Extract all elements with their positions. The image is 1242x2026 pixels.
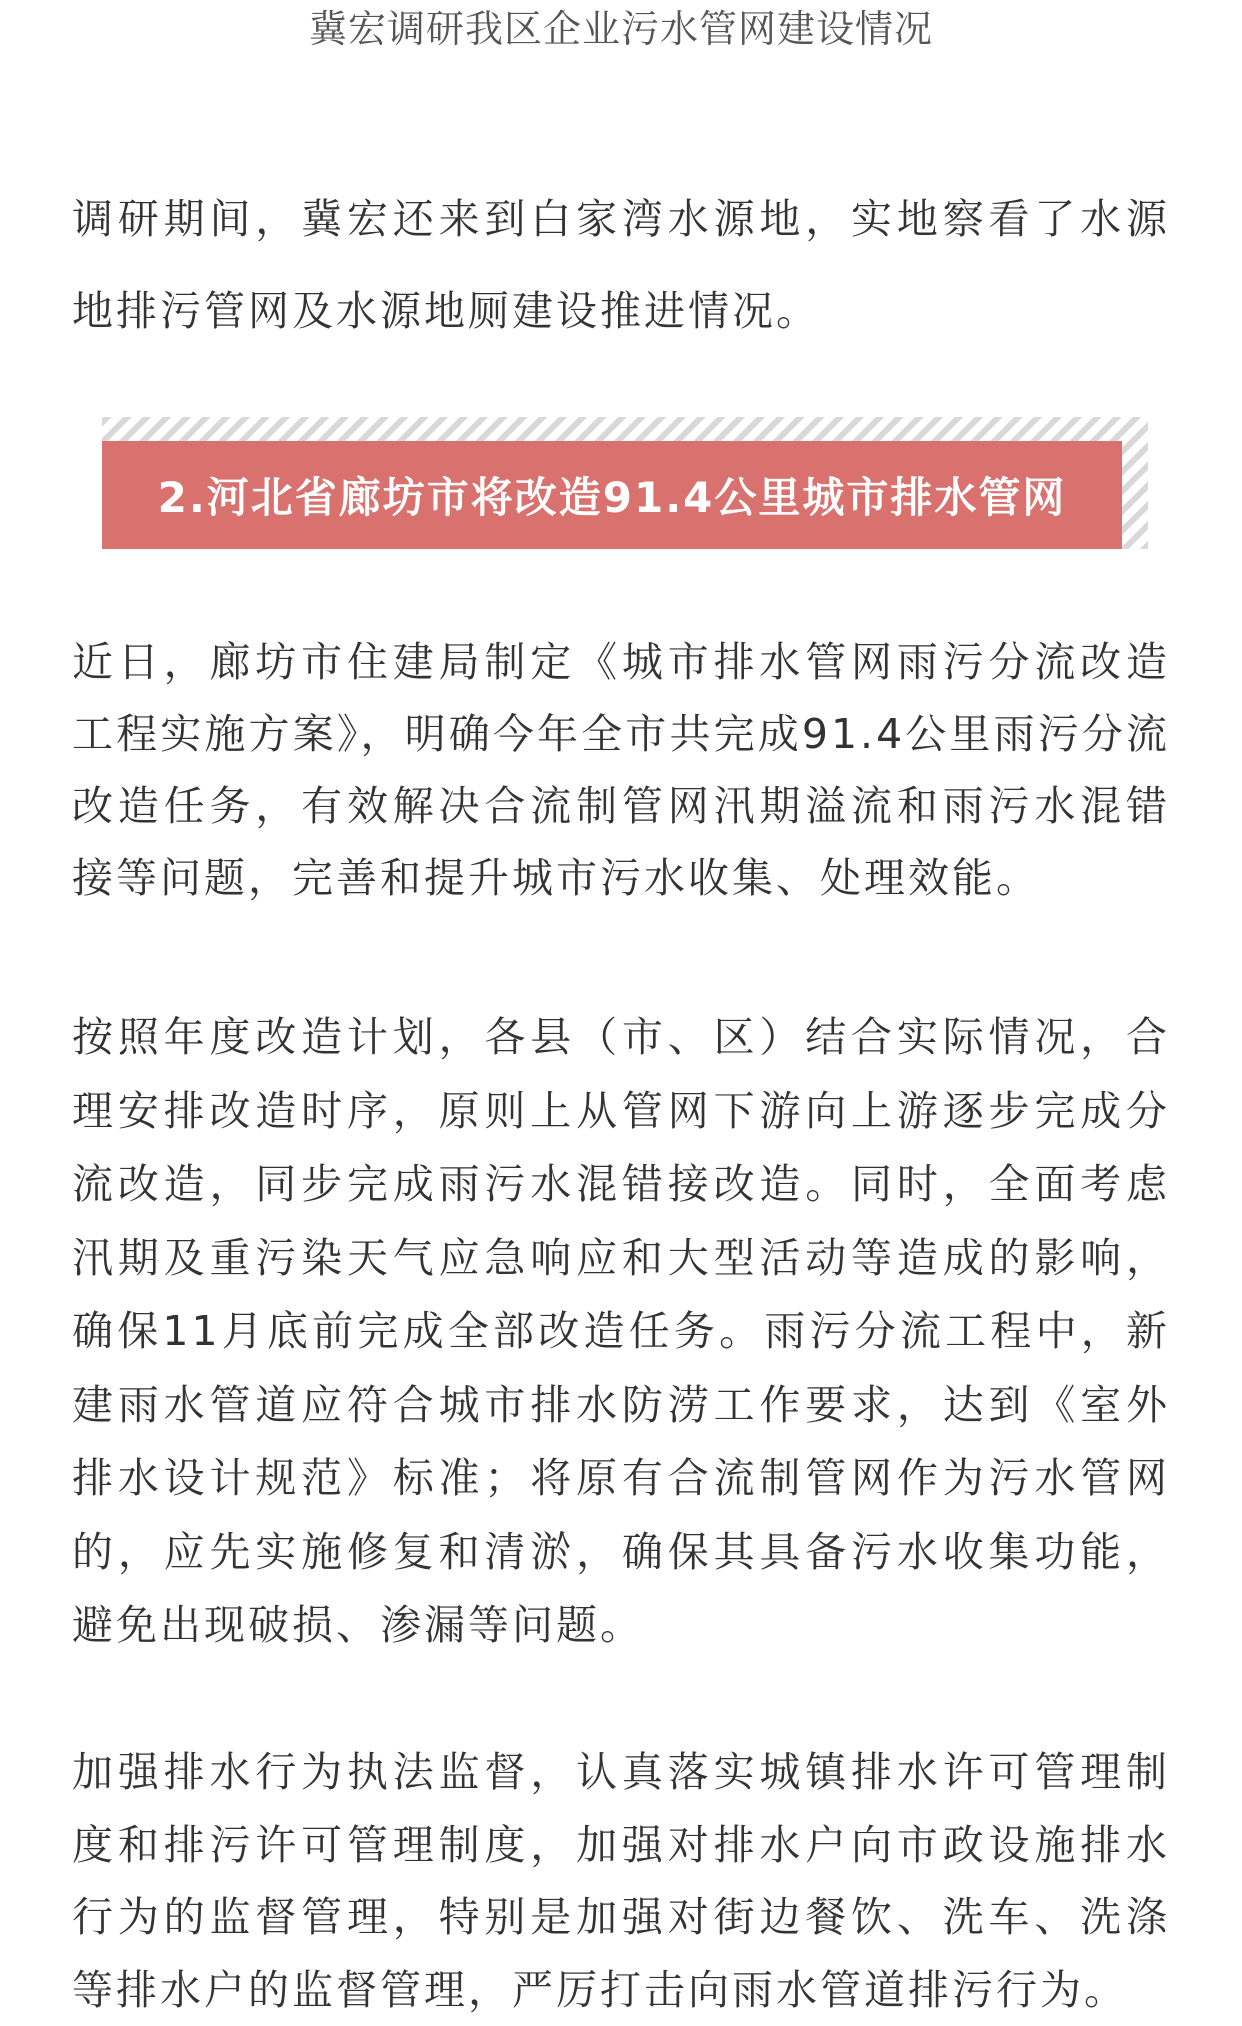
paragraph-langfang-plan: 近日，廊坊市住建局制定《城市排水管网雨污分流改造工程实施方案》，明确今年全市共完成91.4公里雨污分流改造任务，有效解决合流制管网汛期溢流和雨污水混错接等问题，完善和提升城市污水收集、处理效能。 [72, 638, 1170, 902]
paragraph-enforcement: 加强排水行为执法监督，认真落实城镇排水许可管理制度和排污许可管理制度，加强对排水户向市政设施排水行为的监督管理，特别是加强对街边餐饮、洗车、洗涤等排水户的监督管理，严厉打击向雨水管道排污行为。 [72, 1748, 1170, 2014]
section-heading [102, 417, 1148, 549]
paragraph-renovation-schedule: 按照年度改造计划，各县（市、区）结合实际情况，合理安排改造时序，原则上从管网下游向上游逐步完成分流改造，同步完成雨污水混错接改造。同时，全面考虑汛期及重污染天气应急响应和大型活动等造成的影响，确保11月底前完成全部改造任务。雨污分流工程中，新建雨水管道应符合城市排水防涝工作要求，达到《室外排水设计规范》标准；将原有合流制管网作为污水管网的，应先实施修复和清淤，确保其具备污水收集功能，避免出现破损、渗漏等问题。 [72, 1013, 1170, 1649]
heading-title: 2.河北省廊坊市将改造91.4公里城市排水管网 [157, 473, 1067, 522]
paragraph-water-source-visit: 调研期间，冀宏还来到白家湾水源地，实地察看了水源地排污管网及水源地厕建设推进情况。 [72, 195, 1170, 335]
image-caption: 冀宏调研我区企业污水管网建设情况 [308, 7, 933, 51]
heading-banner [102, 441, 1122, 549]
